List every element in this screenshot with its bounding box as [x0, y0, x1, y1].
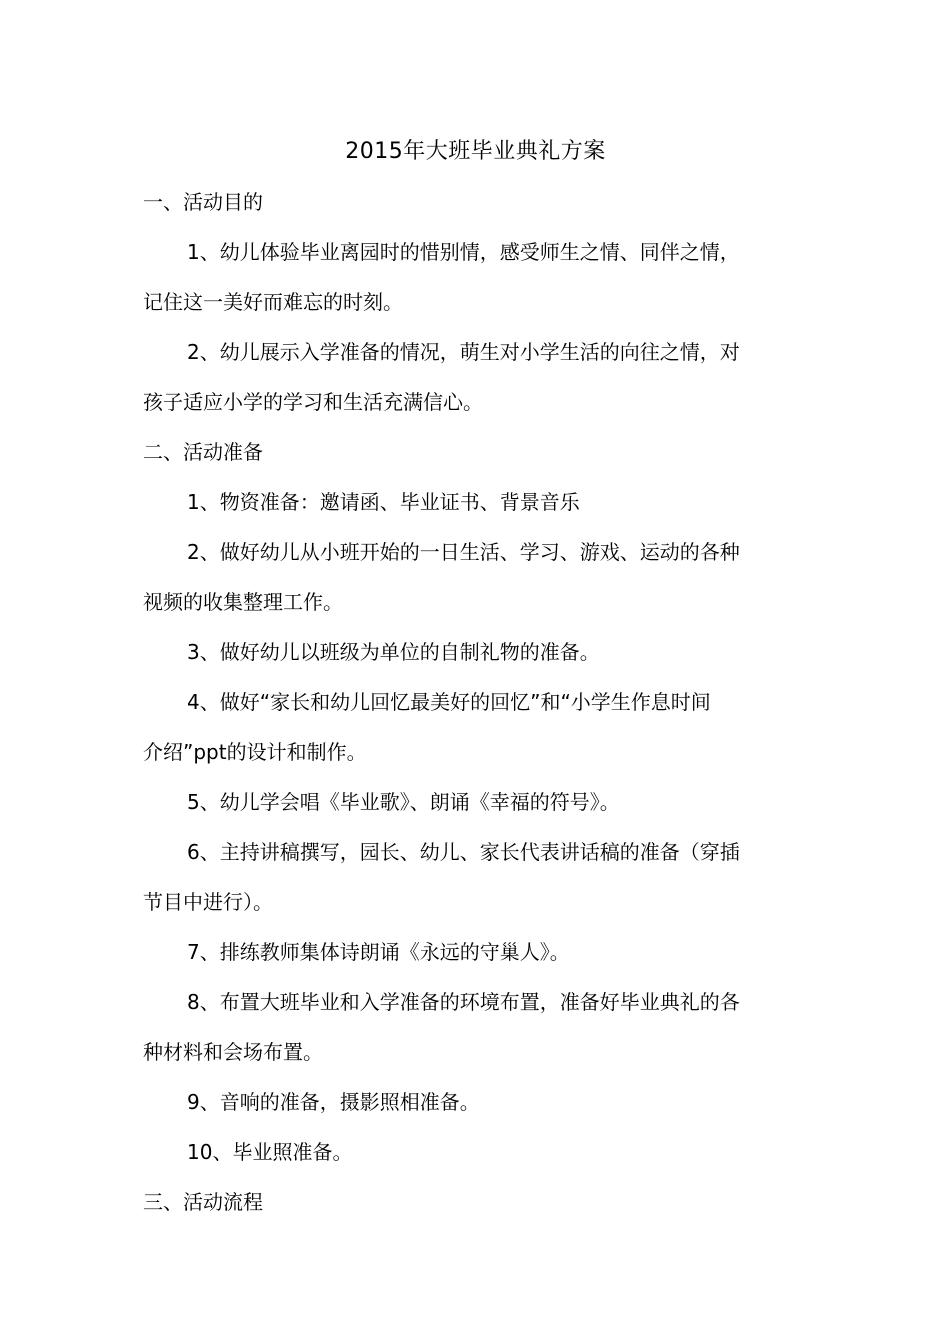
paragraph-line: 9、音响的准备，摄影照相准备。 [187, 1090, 480, 1114]
paragraph-line: 视频的收集整理工作。 [143, 590, 343, 614]
paragraph-line: 1、幼儿体验毕业离园时的惜别情，感受师生之情、同伴之情， [187, 240, 740, 264]
document-title: 2015年大班毕业典礼方案 [345, 139, 606, 164]
paragraph-line: 5、幼儿学会唱《毕业歌》、朗诵《幸福的符号》。 [187, 790, 620, 814]
section-heading-preparation: 二、活动准备 [143, 440, 263, 464]
section-heading-purpose: 一、活动目的 [143, 190, 263, 214]
paragraph-line: 7、排练教师集体诗朗诵《永远的守巢人》。 [187, 940, 570, 964]
paragraph-line: 8、布置大班毕业和入学准备的环境布置，准备好毕业典礼的各 [187, 990, 740, 1014]
paragraph-line: 4、做好“家长和幼儿回忆最美好的回忆”和“小学生作息时间 [187, 690, 711, 714]
paragraph-line: 3、做好幼儿以班级为单位的自制礼物的准备。 [187, 640, 600, 664]
paragraph-line: 介绍”ppt的设计和制作。 [143, 740, 367, 764]
paragraph-line: 10、毕业照准备。 [187, 1140, 353, 1164]
paragraph-line: 孩子适应小学的学习和生活充满信心。 [143, 390, 483, 414]
paragraph-line: 1、物资准备：邀请函、毕业证书、背景音乐 [187, 490, 580, 514]
paragraph-line: 6、主持讲稿撰写，园长、幼儿、家长代表讲话稿的准备（穿插 [187, 840, 740, 864]
paragraph-line: 种材料和会场布置。 [143, 1040, 323, 1064]
document-body [143, 127, 808, 1227]
paragraph-line: 节目中进行）。 [143, 890, 273, 914]
section-heading-process: 三、活动流程 [143, 1190, 263, 1214]
paragraph-line: 记住这一美好而难忘的时刻。 [143, 290, 403, 314]
paragraph-line: 2、幼儿展示入学准备的情况，萌生对小学生活的向往之情，对 [187, 340, 740, 364]
paragraph-line: 2、做好幼儿从小班开始的一日生活、学习、游戏、运动的各种 [187, 540, 740, 564]
